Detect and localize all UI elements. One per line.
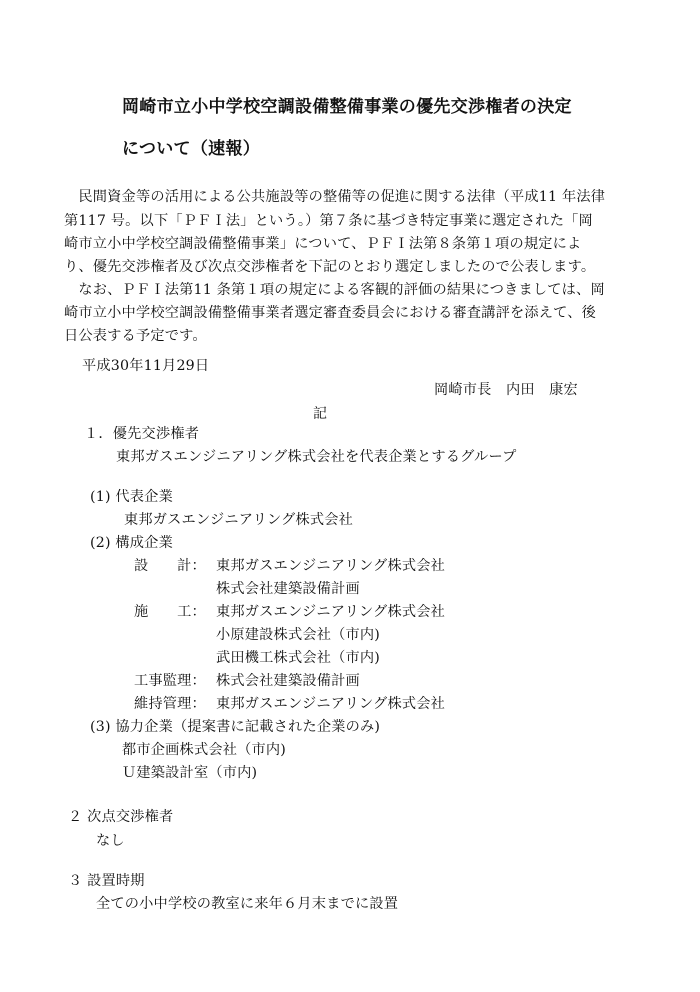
signatory: 岡崎市長 内田 康宏 (434, 382, 578, 398)
role-company: 東邦ガスエンジニアリング株式会社 (216, 604, 445, 620)
intro-line: なお、ＰＦＩ法第11 条第１項の規定による客観的評価の結果につきましては、岡 (64, 282, 605, 298)
section-3-heading: ３ 設置時期 (68, 873, 145, 889)
role-label-construction: 施 工： (134, 604, 206, 620)
cooperating-company: 都市企画株式会社（市内) (122, 742, 286, 758)
intro-line: り、優先交渉権者及び次点交渉権者を下記のとおり選定しましたので公表します。 (64, 259, 596, 275)
role-company: 株式会社建築設備計画 (216, 581, 360, 597)
document-title-line1: 岡崎市立小中学校空調設備整備事業の優先交渉権者の決定 (122, 97, 572, 117)
section-3-value: 全ての小中学校の教室に来年６月末までに設置 (96, 896, 399, 912)
section-2-value: なし (96, 833, 125, 849)
ki-label: 記 (313, 406, 327, 422)
role-company: 株式会社建築設備計画 (216, 673, 360, 689)
intro-line: 日公表する予定です。 (64, 328, 207, 344)
intro-line: 第117 号。以下「ＰＦＩ法」という。）第７条に基づき特定事業に選定された「岡 (64, 213, 593, 229)
intro-line: 崎市立小中学校空調設備整備事業者選定審査委員会における審査講評を添えて、後 (64, 305, 597, 321)
role-company: 武田機工株式会社（市内) (216, 650, 380, 666)
representative-heading: (1) 代表企業 (90, 489, 173, 505)
issue-date: 平成30年11月29日 (82, 358, 210, 374)
role-label-supervision: 工事監理： (134, 673, 206, 689)
role-company: 東邦ガスエンジニアリング株式会社 (216, 558, 445, 574)
role-company: 小原建設株式会社（市内) (216, 627, 380, 643)
section-1-group: 東邦ガスエンジニアリング株式会社を代表企業とするグループ (116, 449, 517, 465)
cooperating-company: Ｕ建築設計室（市内) (122, 765, 258, 781)
intro-line: 民間資金等の活用による公共施設等の整備等の促進に関する法律（平成11 年法律 (64, 189, 606, 205)
role-label-design: 設 計： (134, 558, 206, 574)
role-label-maintenance: 維持管理： (134, 696, 206, 712)
document-title-line2: について（速報） (122, 139, 261, 159)
role-company: 東邦ガスエンジニアリング株式会社 (216, 696, 445, 712)
representative-company: 東邦ガスエンジニアリング株式会社 (124, 512, 353, 528)
intro-line: 崎市立小中学校空調設備整備事業」について、ＰＦＩ法第８条第１項の規定によ (64, 236, 582, 252)
section-2-heading: ２ 次点交渉権者 (68, 809, 174, 825)
cooperating-heading: (3) 協力企業（提案書に記載された企業のみ) (90, 719, 381, 735)
members-heading: (2) 構成企業 (90, 535, 173, 551)
section-1-heading: １．優先交渉権者 (84, 426, 200, 442)
